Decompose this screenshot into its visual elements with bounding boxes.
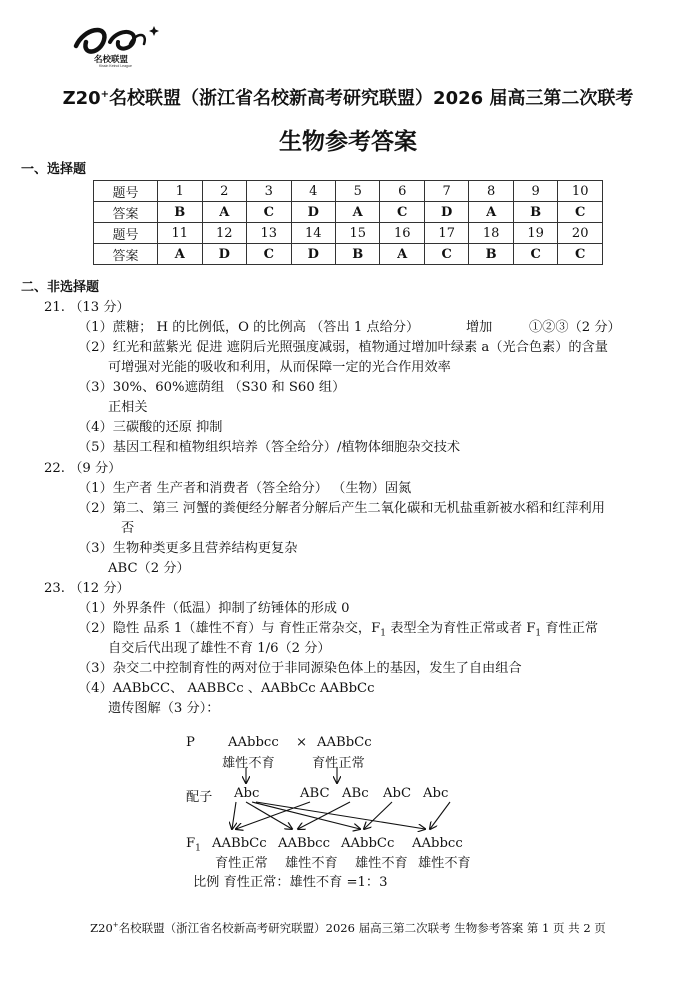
answer-cell: A bbox=[158, 244, 202, 265]
answer-cell: A bbox=[335, 202, 379, 223]
q22-answer-2: （2）第二、第三 河蟹的粪便经分解者分解后产生二氧化碳和无机盐重新被水稻和红萍利用 bbox=[78, 501, 605, 516]
diagram-parent2: AABbCc bbox=[317, 735, 372, 750]
arrow-g5-o4 bbox=[430, 802, 450, 829]
q21-answer-1: （1）蔗糖； H 的比例低，O 的比例高 （答出 1 点给分） bbox=[78, 320, 420, 335]
diagram-parent2-pheno: 育性正常 bbox=[312, 756, 365, 771]
diagram-parent1: AAbbcc bbox=[228, 735, 279, 750]
q23-number: 23. （12 分） bbox=[44, 581, 130, 596]
logo-subtitle: Kissin Ketnoi League bbox=[99, 64, 132, 68]
q21-answer-4: （4）三碳酸的还原 抑制 bbox=[78, 420, 223, 435]
table-row-label: 答案 bbox=[94, 202, 158, 223]
q21-answer-1b: 增加 bbox=[466, 320, 493, 335]
answer-cell: C bbox=[558, 244, 603, 265]
diagram-ratio: 比例 育性正常：雄性不育 =1：3 bbox=[193, 875, 388, 890]
question-number-cell: 7 bbox=[424, 181, 468, 202]
question-number-cell: 18 bbox=[469, 223, 513, 244]
question-number-cell: 4 bbox=[291, 181, 335, 202]
diagram-offspring-pheno-3: 雄性不育 bbox=[355, 856, 408, 871]
table-row-label: 答案 bbox=[94, 244, 158, 265]
answer-cell: C bbox=[380, 202, 424, 223]
q23-answer-1: （1）外界条件（低温）抑制了纺锤体的形成 0 bbox=[78, 601, 350, 616]
answer-cell: D bbox=[424, 202, 468, 223]
question-number-cell: 11 bbox=[158, 223, 202, 244]
answer-cell: D bbox=[291, 244, 335, 265]
answer-cell: B bbox=[469, 244, 513, 265]
arrow-g4-o3 bbox=[364, 802, 392, 829]
table-row-label: 题号 bbox=[94, 223, 158, 244]
answer-cell: C bbox=[247, 202, 291, 223]
question-number-cell: 5 bbox=[335, 181, 379, 202]
question-number-cell: 14 bbox=[291, 223, 335, 244]
answer-cell: C bbox=[513, 244, 557, 265]
table-row-label: 题号 bbox=[94, 181, 158, 202]
arrow-g1-o1 bbox=[232, 802, 236, 829]
question-number-cell: 13 bbox=[247, 223, 291, 244]
answer-cell: A bbox=[380, 244, 424, 265]
question-number-cell: 3 bbox=[247, 181, 291, 202]
diagram-parent1-pheno: 雄性不育 bbox=[222, 756, 275, 771]
q22-answer-3: （3）生物种类更多且营养结构更复杂 bbox=[78, 541, 298, 556]
answer-cell: C bbox=[424, 244, 468, 265]
answer-cell: B bbox=[158, 202, 202, 223]
question-number-cell: 6 bbox=[380, 181, 424, 202]
diagram-cross: × bbox=[296, 735, 308, 750]
q23-answer-2b: 自交后代出现了雄性不育 1/6（2 分） bbox=[108, 641, 331, 656]
question-number-cell: 10 bbox=[558, 181, 603, 202]
diagram-offspring-pheno-4: 雄性不育 bbox=[418, 856, 471, 871]
q22-answer-3b: ABC（2 分） bbox=[108, 561, 190, 576]
answer-cell: B bbox=[513, 202, 557, 223]
q23-answer-4: （4）AABbCC、 AABBCc 、AABbCc AABbCc bbox=[78, 681, 375, 696]
q21-answer-5: （5）基因工程和植物组织培养（答全给分）/植物体细胞杂交技术 bbox=[78, 440, 461, 455]
answer-cell: C bbox=[247, 244, 291, 265]
answer-cell: A bbox=[202, 202, 246, 223]
question-number-cell: 9 bbox=[513, 181, 557, 202]
answer-cell: B bbox=[335, 244, 379, 265]
question-number-cell: 15 bbox=[335, 223, 379, 244]
q22-answer-1: （1）生产者 生产者和消费者（答全给分） （生物）固氮 bbox=[78, 481, 412, 496]
diagram-gamete-p2-1: ABC bbox=[300, 786, 330, 801]
answer-cell: D bbox=[202, 244, 246, 265]
answer-cell: D bbox=[291, 202, 335, 223]
question-number-cell: 19 bbox=[513, 223, 557, 244]
diagram-gamete-p2-4: Abc bbox=[423, 786, 449, 801]
question-number-cell: 1 bbox=[158, 181, 202, 202]
q22-answer-2b: 否 bbox=[121, 521, 135, 536]
arrow-g1-o4 bbox=[256, 802, 425, 829]
q23-answer-3: （3）杂交二中控制育性的两对位于非同源染色体上的基因，发生了自由组合 bbox=[78, 661, 522, 676]
diagram-offspring-1: AABbCc bbox=[212, 836, 267, 851]
diagram-gamete-label: 配子 bbox=[186, 790, 213, 805]
arrow-g2-o1 bbox=[236, 802, 310, 829]
diagram-p-label: P bbox=[186, 735, 195, 750]
question-number-cell: 20 bbox=[558, 223, 603, 244]
question-number-cell: 8 bbox=[469, 181, 513, 202]
page-title: 生物参考答案 bbox=[279, 129, 417, 155]
q21-answer-1c: ①②③（2 分） bbox=[529, 320, 621, 335]
q21-number: 21. （13 分） bbox=[44, 300, 130, 315]
answer-cell: A bbox=[469, 202, 513, 223]
diagram-gamete-p2-3: AbC bbox=[383, 786, 412, 801]
diagram-offspring-3: AAbbCc bbox=[341, 836, 395, 851]
q21-answer-2: （2）红光和蓝紫光 促进 遮阴后光照强度减弱，植物通过增加叶绿素 a（光合色素）的含量 bbox=[78, 340, 608, 355]
logo-text: 名校联盟 bbox=[94, 55, 129, 65]
exam-header: Z20+名校联盟（浙江省名校新高考研究联盟）2026 届高三第二次联考 bbox=[62, 88, 634, 109]
q21-answer-2b: 可增强对光能的吸收和利用，从而保障一定的光合作用效率 bbox=[108, 360, 451, 375]
answer-cell: C bbox=[558, 202, 603, 223]
question-number-cell: 17 bbox=[424, 223, 468, 244]
section-heading-choice: 一、选择题 bbox=[21, 162, 87, 177]
diagram-offspring-4: AAbbcc bbox=[412, 836, 463, 851]
q21-answer-3b: 正相关 bbox=[108, 400, 148, 415]
q23-answer-4b: 遗传图解（3 分）： bbox=[108, 701, 220, 716]
question-number-cell: 12 bbox=[202, 223, 246, 244]
section-heading-nonchoice: 二、非选择题 bbox=[21, 280, 100, 295]
diagram-offspring-pheno-2: 雄性不育 bbox=[285, 856, 338, 871]
question-number-cell: 16 bbox=[380, 223, 424, 244]
q22-number: 22. （9 分） bbox=[44, 461, 122, 476]
diagram-gamete-p1: Abc bbox=[234, 786, 260, 801]
diagram-gamete-p2-2: ABc bbox=[342, 786, 369, 801]
diagram-f1-label: $F_1$ bbox=[186, 836, 201, 854]
diagram-offspring-pheno-1: 育性正常 bbox=[215, 856, 268, 871]
question-number-cell: 2 bbox=[202, 181, 246, 202]
diagram-offspring-2: AABbcc bbox=[278, 836, 330, 851]
q23-answer-2: （2）隐性 品系 1（雄性不育）与 育性正常杂交，$F_1$ 表型全为育性正常或者 $F_1$ 育性正常 bbox=[78, 621, 599, 639]
footer: Z20+名校联盟（浙江省名校新高考研究联盟）2026 届高三第二次联考 生物参考答案 第 1 页 共 2 页 bbox=[90, 921, 606, 935]
q21-answer-3: （3）30%、60%遮荫组 （S30 和 S60 组） bbox=[78, 380, 346, 395]
